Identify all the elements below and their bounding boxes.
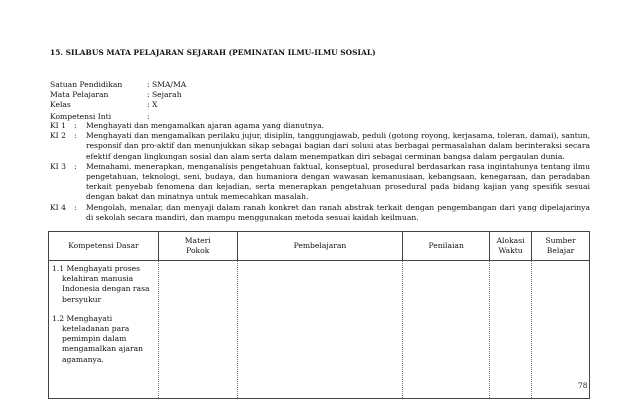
header-line: Alokasi <box>496 235 525 245</box>
kompetensi-inti-list <box>50 121 590 223</box>
kd-line: Menghayati proses <box>66 264 141 273</box>
column-header-materi-pokok <box>158 232 237 261</box>
meta-value: : SMA/MA <box>147 80 187 89</box>
kd-line: Menghayati <box>66 313 113 323</box>
header-line: Belajar <box>546 246 575 255</box>
course-metadata <box>50 80 186 122</box>
ki-text: Memahami, menerapkan, menganalisis pengetahuan faktual, konseptual, prosedural berdasarkan rasa ingintahunya tentang ilmu pengetahuan, teknologi, seni, budaya, dan humaniora dengan wawasan kemanusiaan, kebangsaan, kenegaraan, dan peradaban terkait penyebab fenomena dan kejadian, serta menerapkan pengetahuan prosedural pada bidang kajian yang spesifik sesuai dengan bakat dan minatnya untuk memecahkan masalah. <box>86 161 590 202</box>
ki-code: KI 1 <box>50 121 66 130</box>
meta-label: Kelas <box>50 100 71 110</box>
kd-number: 1.2 <box>52 313 65 323</box>
meta-label: Mata Pelajaran <box>50 90 109 100</box>
cell-materi-pokok <box>158 261 237 399</box>
kd-item <box>52 314 155 365</box>
kd-line: kelahiran manusia <box>62 274 134 284</box>
syllabus-table <box>48 231 590 399</box>
cell-pembelajaran <box>237 261 403 399</box>
meta-value: : <box>147 111 150 121</box>
kd-line: keteladanan para <box>62 324 130 334</box>
ki-code: KI 3 <box>50 161 66 171</box>
ki-code: KI 4 <box>50 202 66 212</box>
ki-code: KI 2 <box>50 131 66 141</box>
kd-line: Indonesia dengan rasa <box>62 284 150 294</box>
column-header-kompetensi-dasar: Kompetensi Dasar <box>49 232 159 261</box>
kd-line: agamanya. <box>62 354 104 364</box>
table-row <box>49 261 590 399</box>
header-line: Pokok <box>186 246 210 255</box>
cell-kompetensi-dasar <box>49 261 159 399</box>
column-header-sumber-belajar <box>532 232 590 261</box>
ki-colon: : <box>74 121 77 130</box>
ki-item <box>50 121 590 131</box>
ki-item <box>50 131 590 162</box>
meta-label: Kompetensi Inti <box>50 111 112 121</box>
ki-colon: : <box>74 202 77 212</box>
table-header-row <box>49 232 590 261</box>
ki-item <box>50 203 590 223</box>
header-line: Waktu <box>498 246 523 255</box>
column-header-pembelajaran: Pembelajaran <box>237 232 403 261</box>
kd-item <box>52 264 155 305</box>
ki-item <box>50 162 590 203</box>
column-header-alokasi-waktu <box>490 232 532 261</box>
ki-text: Menghayati dan mengamalkan perilaku jujur, disiplin, tanggungjawab, peduli (gotong royong, kerjasama, toleran, damai), santun, responsif dan pro-aktif dan menunjukkan sikap sebagai bagian dari solusi atas berbagai permasalahan dalam berinteraksi secara efektif dengan lingkungan sosial dan alam serta dalam menempatkan diri sebagai cerminan bangsa dalam pergaulan dunia. <box>86 131 590 161</box>
meta-value: : X <box>147 100 158 110</box>
kd-line: pemimpin dalam <box>62 334 127 344</box>
kd-line: mengamalkan ajaran <box>62 344 144 354</box>
cell-penilaian <box>403 261 490 399</box>
section-title: 15. SILABUS MATA PELAJARAN SEJARAH (PEMINATAN ILMU-ILMU SOSIAL) <box>50 48 376 57</box>
ki-colon: : <box>74 161 77 171</box>
header-line: Materi <box>184 235 211 245</box>
header-line: Sumber <box>545 235 576 245</box>
meta-label: Satuan Pendidikan <box>50 80 123 89</box>
kd-number: 1.1 <box>52 264 65 273</box>
meta-row-satuan <box>50 80 186 90</box>
ki-colon: : <box>74 131 77 141</box>
meta-value: : Sejarah <box>147 90 182 100</box>
kd-line: bersyukur <box>62 294 102 304</box>
meta-row-kelas <box>50 100 186 110</box>
column-header-penilaian: Penilaian <box>403 232 490 261</box>
page-number: 78 <box>578 381 588 390</box>
cell-sumber-belajar <box>532 261 590 399</box>
ki-text: Mengolah, menalar, dan menyaji dalam ranah konkret dan ranah abstrak terkait dengan pengembangan dari yang dipelajarinya di sekolah secara mandiri, dan mampu menggunakan metoda sesuai kaidah keilmuan. <box>86 202 590 222</box>
cell-alokasi-waktu <box>490 261 532 399</box>
meta-row-mapel <box>50 90 186 100</box>
ki-text: Menghayati dan mengamalkan ajaran agama yang dianutnya. <box>86 121 325 130</box>
